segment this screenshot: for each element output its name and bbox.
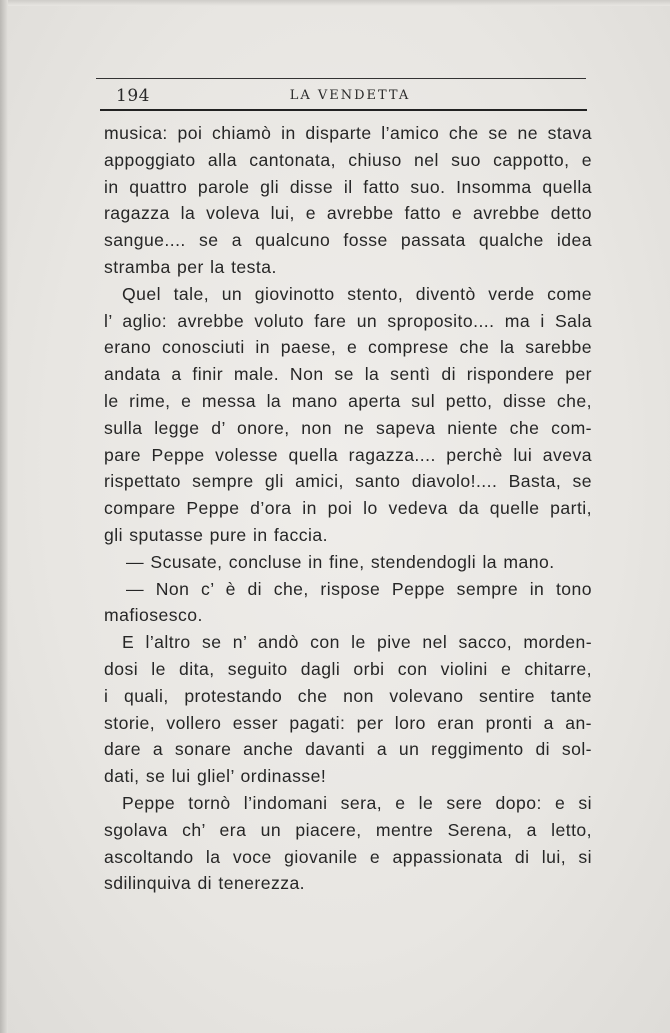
text-line: Peppe tornò l’indomani sera, e le sere dopo: e si (122, 792, 592, 813)
text-line: storie, vollero esser pagati: per loro eran pronti a an- (104, 712, 592, 733)
text-line: andata a finir male. Non se la sentì di rispondere per (104, 364, 592, 385)
text-line: sdilinquiva di tenerezza. (104, 873, 306, 894)
text-line: E l’altro se n’ andò con le pive nel sacco, morden- (122, 632, 592, 653)
text-line: stramba per la testa. (104, 256, 277, 277)
text-line: dati, se lui gliel’ ordinasse! (104, 766, 327, 787)
text-line: ascoltando la voce giovanile e appassionata di lui, si (104, 846, 592, 867)
page-top-edge (0, 0, 670, 6)
page-left-edge (0, 0, 8, 1033)
text-line: dosi le dita, seguito dagli orbi con violini e chitarre, (104, 658, 592, 679)
text-line: ragazza la voleva lui, e avrebbe fatto e avrebbe detto (104, 203, 592, 224)
body-text (104, 120, 592, 897)
text-line: sgolava ch’ era un piacere, mentre Serena, a letto, (104, 819, 592, 840)
header-rule-top (96, 78, 586, 79)
text-line: sangue.... se a qualcuno fosse passata qualche idea (104, 230, 592, 251)
running-title: LA VENDETTA (289, 88, 411, 103)
header-rule-bottom (100, 109, 587, 111)
text-line: appoggiato alla cantonata, chiuso nel suo cappotto, e (104, 149, 592, 170)
text-line: erano conosciuti in paese, e comprese che la sarebbe (104, 337, 592, 358)
text-line: dare a sonare anche davanti a un reggimento di sol- (104, 739, 592, 760)
text-line: le rime, e messa la mano aperta sul petto, disse che, (104, 390, 592, 411)
text-line: gli sputasse pure in faccia. (104, 524, 328, 545)
page-number: 194 (116, 86, 150, 106)
text-line: — Scusate, concluse in fine, stendendogli la mano. (126, 551, 555, 572)
text-line: — Non c’ è di che, rispose Peppe sempre in tono (126, 578, 592, 599)
text-line: pare Peppe volesse quella ragazza.... perchè lui aveva (104, 444, 592, 465)
text-line: musica: poi chiamò in disparte l’amico che se ne stava (104, 123, 592, 143)
text-line: compare Peppe d’ora in poi lo vedeva da quelle parti, (104, 498, 592, 519)
text-line: in quattro parole gli disse il fatto suo. Insomma quella (104, 176, 592, 197)
text-line: Quel tale, un giovinotto stento, diventò verde come (122, 283, 592, 304)
text-line: mafiosesco. (104, 605, 203, 626)
text-line: l’ aglio: avrebbe voluto fare un sproposito.... ma i Sala (104, 310, 592, 331)
text-line: i quali, protestando che non volevano sentire tante (104, 685, 592, 706)
text-line: sulla legge d’ onore, non ne sapeva niente che com- (104, 417, 592, 438)
text-line: rispettato sempre gli amici, santo diavolo!.... Basta, se (104, 471, 592, 492)
